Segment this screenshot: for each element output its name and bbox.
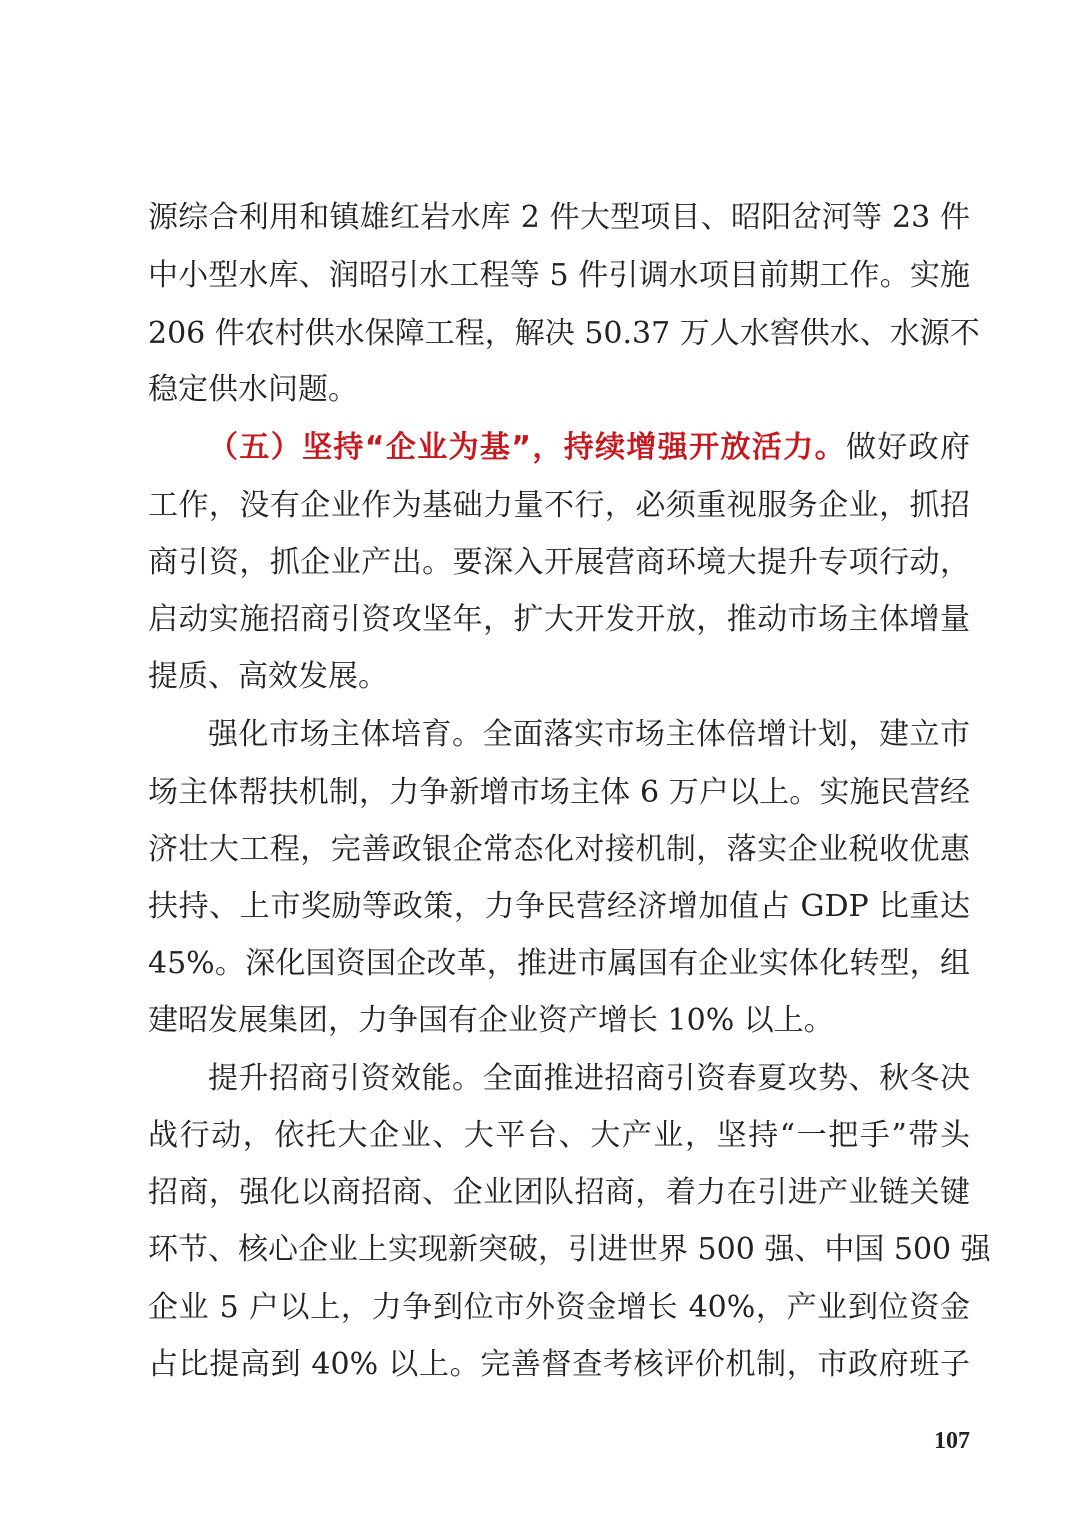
text-line: 济壮大工程，完善政银企常态化对接机制，落实企业税收优惠: [148, 832, 970, 867]
text-line: 启动实施招商引资攻坚年，扩大开发开放，推动市场主体增量: [148, 602, 970, 637]
text-line: 商引资，抓企业产出。要深入开展营商环境大提升专项行动，: [148, 545, 970, 580]
text-line: 206 件农村供水保障工程，解决 50.37 万人水窖供水、水源不: [148, 316, 980, 351]
text-line: 场主体帮扶机制，力争新增市场主体 6 万户以上。实施民营经: [148, 775, 970, 810]
text-line: 招商，强化以商招商、企业团队招商，着力在引进产业链关键: [148, 1175, 970, 1210]
section-heading-line: [208, 418, 970, 478]
heading-line-rest: 做好政府: [845, 430, 971, 465]
text-line: 企业 5 户以上，力争到位市外资金增长 40%，产业到位资金: [148, 1290, 970, 1325]
text-line: 建昭发展集团，力争国有企业资产增长 10% 以上。: [148, 1003, 834, 1038]
page-number: 107: [934, 1428, 970, 1454]
text-line: 稳定供水问题。: [148, 372, 358, 407]
text-line: 源综合利用和镇雄红岩水库 2 件大型项目、昭阳岔河等 23 件: [148, 200, 970, 235]
text-line: 工作，没有企业作为基础力量不行，必须重视服务企业，抓招: [148, 488, 970, 523]
text-line: 45%。深化国资国企改革，推进市属国有企业实体化转型，组: [148, 946, 970, 981]
text-line: 环节、核心企业上实现新突破，引进世界 500 强、中国 500 强: [148, 1232, 991, 1267]
text-line: 战行动，依托大企业、大平台、大产业，坚持“一把手”带头: [148, 1118, 970, 1153]
text-line: 提质、高效发展。: [148, 659, 388, 694]
text-line: 扶持、上市奖励等政策，力争民营经济增加值占 GDP 比重达: [148, 889, 970, 924]
text-line: 强化市场主体培育。全面落实市场主体倍增计划，建立市: [208, 717, 970, 752]
text-line: 占比提高到 40% 以上。完善督查考核评价机制，市政府班子: [148, 1347, 970, 1382]
text-line: 提升招商引资效能。全面推进招商引资春夏攻势、秋冬决: [208, 1061, 970, 1096]
section-heading: （五）坚持“企业为基”，持续增强开放活力。: [208, 430, 846, 465]
text-line: 中小型水库、润昭引水工程等 5 件引调水项目前期工作。实施: [148, 258, 970, 293]
